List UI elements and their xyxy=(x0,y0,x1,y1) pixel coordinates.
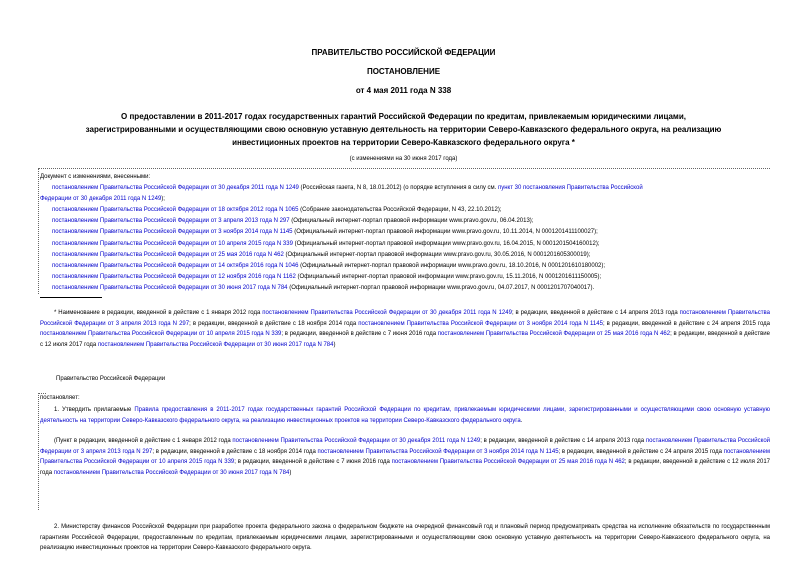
change-item: постановлением Правительства Российской Федерации от 3 апреля 2013 года N 297 (Официальный интернет-портал правовой информации www.pravo.gov.ru, 06.04.2013); xyxy=(52,218,534,225)
footnote-link[interactable]: постановлением Правительства Российской Федерации от 3 апреля 2013 года N 297 xyxy=(40,310,770,327)
document-title-line-1: О предоставлении в 2011-2017 годах государственных гарантий Российской Федерации по кредитам, привлекаемым юридическими лицами, xyxy=(121,112,686,121)
decrees-label: постановляет: xyxy=(40,395,80,401)
change-link[interactable]: постановлением Правительства Российской Федерации от 30 июня 2017 года N 784 xyxy=(52,284,288,291)
change-item: постановлением Правительства Российской Федерации от 30 декабря 2011 года N 1249 (Российская газета, N 8, 18.01.2012) (о порядке вступления в силу см. пункт 30 постановления Правительства Российской xyxy=(52,185,643,192)
change-item: постановлением Правительства Российской Федерации от 30 июня 2017 года N 784 (Официальный интернет-портал правовой информации www.pravo.gov.ru, 04.07.2017, N 0001201707040017). xyxy=(52,284,595,291)
changes-box xyxy=(40,172,770,294)
changes-intro: Документ с изменениями, внесенными: xyxy=(40,174,151,180)
paragraph-1: 1. Утвердить прилагаемые Правила предоставления в 2011-2017 годах государственных гарантий Российской Федерации по кредитам, привлекаемым юридическими лицами, зарегистрированными и осуществляющими свою основную уставную деятельность на территории Северо-Кавказского федерального округа, на реализацию инвестиционных проектов на территории Северо-Кавказского федерального округа. xyxy=(40,407,771,424)
change-item: постановлением Правительства Российской Федерации от 3 ноября 2014 года N 1145 (Официальный интернет-портал правовой информации www.pravo.gov.ru, 10.11.2014, N 0001201411100027); xyxy=(52,229,598,236)
document-title-line-2: зарегистрированными и осуществляющими свою основную уставную деятельность на территории Северо-Кавказского федерального округа, на реализацию xyxy=(85,125,722,134)
change-link[interactable]: постановлением Правительства Российской Федерации от 30 декабря 2011 года N 1249 xyxy=(52,185,299,192)
change-link[interactable]: постановлением Правительства Российской Федерации от 18 октября 2012 года N 1065 xyxy=(52,207,299,214)
date-number-heading: от 4 мая 2011 года N 338 xyxy=(355,86,452,95)
change-link[interactable]: постановлением Правительства Российской Федерации от 3 апреля 2013 года N 297 xyxy=(52,218,290,225)
government-label: Правительство Российской Федерации xyxy=(56,376,166,382)
change-link[interactable]: постановлением Правительства Российской Федерации от 12 ноября 2016 года N 1162 xyxy=(52,273,296,280)
rules-link[interactable]: Правила предоставления в 2011-2017 годах государственных гарантий Российской Федерации по кредитам, привлекаемым юридическими лицами, зарегистрированными и осуществляющими свою основную уставную деятельность на территории Северо-Кавказского федерального округа, на реализацию инвестиционных проектов на территории Северо-Кавказского федерального округа xyxy=(40,407,771,424)
change-link[interactable]: постановлением Правительства Российской Федерации от 14 октября 2016 года N 1046 xyxy=(52,262,299,269)
change-item: постановлением Правительства Российской Федерации от 25 мая 2016 года N 462 (Официальный интернет-портал правовой информации www.pravo.gov.ru, 30.05.2016, N 0001201605300019); xyxy=(52,251,591,258)
paragraph-1-revision-note: (Пункт в редакции, введенной в действие с 1 января 2012 года постановлением Правительства Российской Федерации от 30 декабря 2011 года N 1249; в редакции, введенной в действие с 14 апреля 2013 года постановлением Правительства Российской Федерации от 3 апреля 2013 года N 297; в редакции, введенной в действие с 18 ноября 2014 года постановлением Правительства Российской Федерации от 3 ноября 2014 года N 1145; в редакции, введенной в действие с 24 апреля 2015 года постановлением Правительства Российской Федерации от 10 апреля 2015 года N 339; в редакции, введенной в действие с 7 июня 2016 года постановлением Правительства Российской Федерации от 25 мая 2016 года N 462; в редакции, введенной в действие с 12 июля 2017 года постановлением Правительства Российской Федерации от 30 июня 2017 года N 784) xyxy=(40,438,771,476)
changes-note: (с изменениями на 30 июня 2017 года) xyxy=(349,156,458,162)
change-item: постановлением Правительства Российской Федерации от 10 апреля 2015 года N 339 (Официальный интернет-портал правовой информации www.pravo.gov.ru, 16.04.2015, N 0001201504160012); xyxy=(52,240,600,247)
change-item-continuation: Федерации от 30 декабря 2011 года N 1249); xyxy=(40,196,165,203)
footnote-separator xyxy=(40,297,102,298)
government-heading: ПРАВИТЕЛЬСТВО РОССИЙСКОЙ ФЕДЕРАЦИИ xyxy=(311,48,496,57)
footnote-link[interactable]: постановлением Правительства Российской Федерации от 10 апреля 2015 года N 339 xyxy=(40,331,282,337)
title-footnote: * Наименование в редакции, введенной в действие с 1 января 2012 года постановлением Правительства Российской Федерации от 30 декабря 2011 года N 1249; в редакции, введенной в действие с 14 апреля 2013 года постановлением Правительства Российской Федерации от 3 апреля 2013 года N 297; в редакции, введенной в действие с 18 ноября 2014 года постановлением Правительства Российской Федерации от 3 ноября 2014 года N 1145; в редакции, введенной в действие с 24 апреля 2015 года постановлением Правительства Российской Федерации от 10 апреля 2015 года N 339; в редакции, введенной в действие с 7 июня 2016 года постановлением Правительства Российской Федерации от 25 мая 2016 года N 462; в редакции, введенной в действие с 12 июля 2017 года постановлением Правительства Российской Федерации от 30 июня 2017 года N 784) xyxy=(40,310,770,348)
change-link[interactable]: Федерации от 30 декабря 2011 года N 1249 xyxy=(40,196,162,203)
footnote-link[interactable]: постановлением Правительства Российской Федерации от 3 ноября 2014 года N 1145 xyxy=(358,320,603,327)
change-item: постановлением Правительства Российской Федерации от 18 октября 2012 года N 1065 (Собрание законодательства Российской Федерации, N 43, 22.10.2012); xyxy=(52,207,502,214)
paragraph-2: 2. Министерству финансов Российской Федерации при разработке проекта федерального закона о федеральном бюджете на очередной финансовый год и плановый период предусматривать средства на исполнение обязательств по государственным гарантиям Российской Федерации, предоставленным по кредитам, привлекаемым юридическими лицами, зарегистрированными и осуществляющими свою основную уставную деятельность на территории Северо-Кавказского федерального округа, на реализацию инвестиционных проектов на территории Северо-Кавказского федерального округа. xyxy=(40,524,770,551)
change-link[interactable]: постановлением Правительства Российской Федерации от 10 апреля 2015 года N 339 xyxy=(52,240,293,247)
document-type-heading: ПОСТАНОВЛЕНИЕ xyxy=(366,67,441,76)
change-item: постановлением Правительства Российской Федерации от 12 ноября 2016 года N 1162 (Официальный интернет-портал правовой информации www.pravo.gov.ru, 15.11.2016, N 0001201611150005); xyxy=(52,273,602,280)
revision-link[interactable]: постановлением Правительства Российской Федерации от 30 декабря 2011 года N 1249 xyxy=(232,438,481,444)
footnote-link[interactable]: постановлением Правительства Российской Федерации от 30 декабря 2011 года N 1249 xyxy=(262,310,512,316)
footnote-link[interactable]: постановлением Правительства Российской Федерации от 25 мая 2016 года N 462 xyxy=(437,331,671,337)
footnote-link[interactable]: постановлением Правительства Российской Федерации от 30 июня 2017 года N 784 xyxy=(97,341,334,348)
revision-link[interactable]: постановлением Правительства Российской Федерации от 3 ноября 2014 года N 1145 xyxy=(317,448,559,455)
change-item: постановлением Правительства Российской Федерации от 14 октября 2016 года N 1046 (Официальный интернет-портал правовой информации www.pravo.gov.ru, 18.10.2016, N 0001201610180002); xyxy=(52,262,606,269)
revision-link[interactable]: постановлением Правительства Российской Федерации от 3 апреля 2013 года N 297 xyxy=(40,438,771,455)
margin-bar xyxy=(38,393,39,510)
revision-link[interactable]: постановлением Правительства Российской Федерации от 10 апреля 2015 года N 339 xyxy=(40,448,770,465)
change-link[interactable]: постановлением Правительства Российской Федерации от 25 мая 2016 года N 462 xyxy=(52,251,284,258)
change-link[interactable]: пункт 30 постановления Правительства Российской xyxy=(497,185,643,192)
revision-link[interactable]: постановлением Правительства Российской Федерации от 25 мая 2016 года N 462 xyxy=(391,459,625,465)
change-link[interactable]: постановлением Правительства Российской Федерации от 3 ноября 2014 года N 1145 xyxy=(52,229,293,236)
changes-box-left-border xyxy=(38,168,39,294)
revision-link[interactable]: постановлением Правительства Российской Федерации от 30 июня 2017 года N 784 xyxy=(53,469,290,476)
document-title-line-3: инвестиционных проектов на территории Северо-Кавказского федерального округа * xyxy=(232,138,575,147)
changes-box-top-border xyxy=(38,168,770,169)
